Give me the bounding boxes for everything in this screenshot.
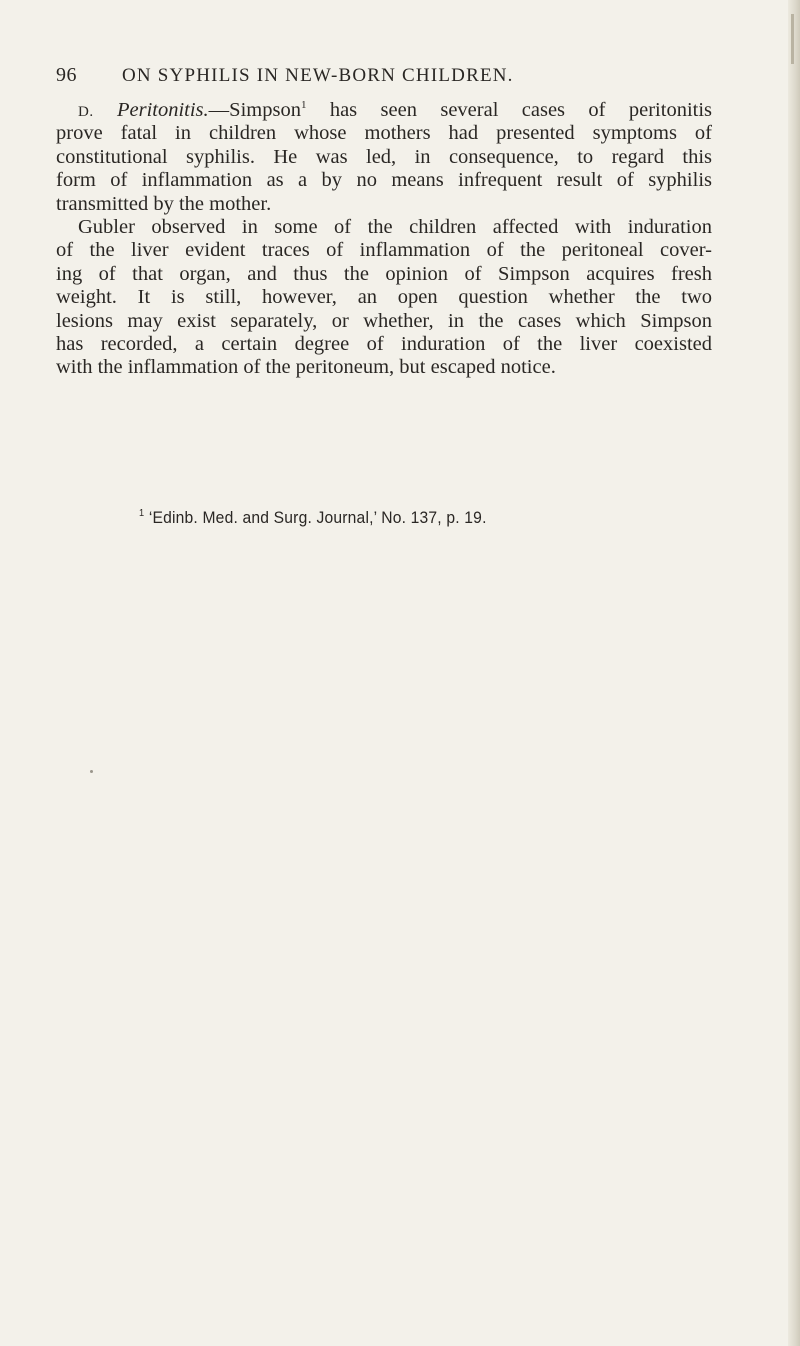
page-edge-mark <box>791 14 794 64</box>
section-first-word: Simpson <box>229 99 301 121</box>
paragraph2-line: weight. It is still, however, an open question whether the two <box>56 286 712 309</box>
body-text <box>56 99 712 380</box>
footnote <box>139 508 487 528</box>
paragraph2-line: Gubler observed in some of the children affected with induration <box>78 215 712 238</box>
footnote-text: ‘Edinb. Med. and Surg. Journal,’ No. 137, p. 19. <box>144 508 487 527</box>
paragraph1-line: prove fatal in children whose mothers had presented symptoms of <box>56 122 712 145</box>
footnote-marker: 1 <box>139 508 145 519</box>
paragraph1-last-line: transmitted by the mother. <box>56 192 272 215</box>
paper-speck <box>90 770 93 773</box>
footnote-reference: 1 <box>300 99 307 111</box>
section-letter: D. <box>78 104 94 120</box>
running-title: ON SYPHILIS IN NEW-BORN CHILDREN. <box>122 65 514 86</box>
paragraph2-line: lesions may exist separately, or whether, in the cases which Simpson <box>56 309 712 332</box>
page-number: 96 <box>56 64 77 86</box>
section-dash: — <box>208 99 230 121</box>
paragraph2-line: ing of that organ, and thus the opinion of Simpson acquires fresh <box>56 262 712 285</box>
paragraph1-line: constitutional syphilis. He was led, in consequence, to regard this <box>56 145 712 168</box>
paragraph1-line1-rest: has seen several cases of peritonitis <box>306 99 713 121</box>
running-head <box>56 64 616 90</box>
page-edge <box>788 0 800 1346</box>
section-title: Peritonitis. <box>116 99 209 121</box>
paragraph2-last-line: with the inflammation of the peritoneum, but escaped notice. <box>56 356 556 379</box>
paragraph1-line: form of inflammation as a by no means infrequent result of syphilis <box>56 169 712 192</box>
paragraph2-line: has recorded, a certain degree of induration of the liver coexisted <box>56 332 712 355</box>
paragraph2-line: of the liver evident traces of inflammation of the peritoneal cover- <box>56 239 712 262</box>
section-heading-line <box>56 99 712 122</box>
